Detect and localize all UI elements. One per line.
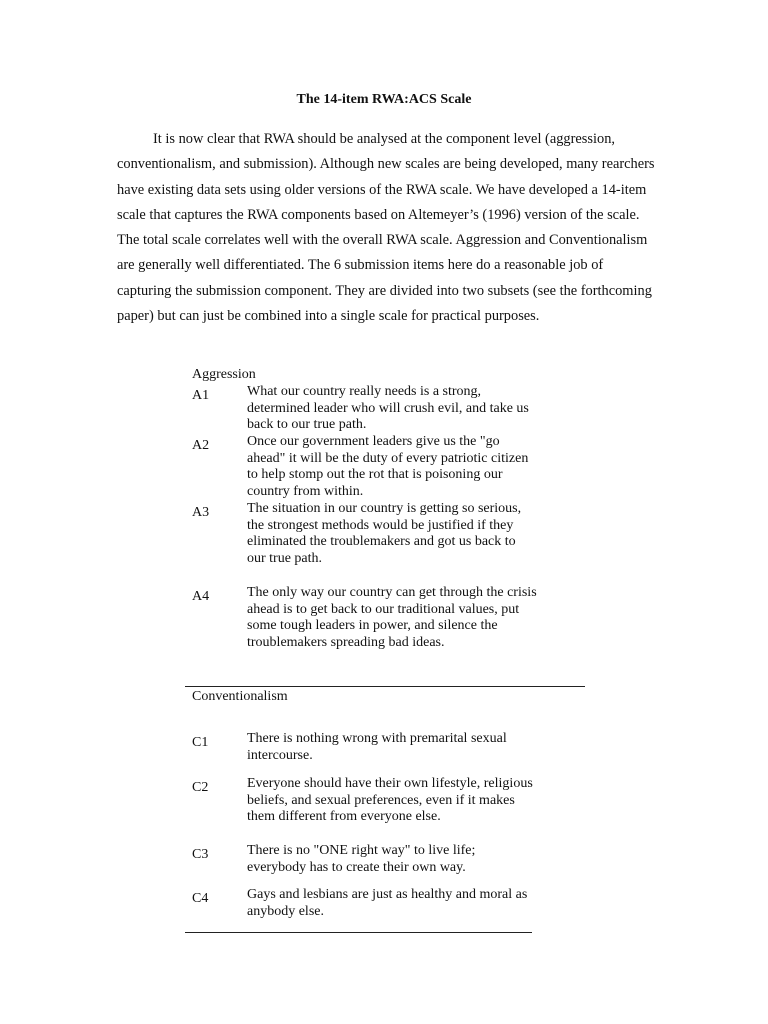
- item-text: Everyone should have their own lifestyle, religious beliefs, and sexual preferences, even if it makes them different from everyone else.: [247, 776, 533, 825]
- item-text: The only way our country can get through the crisis ahead is to get back to our traditional values, put some tough leaders in power, and silence the troublemakers spreading bad ideas.: [247, 585, 537, 650]
- section-end-rule: [185, 932, 532, 933]
- item-code: A3: [192, 505, 210, 520]
- item-text: There is no "ONE right way" to live life; everybody has to create their own way.: [247, 843, 476, 875]
- item-code: C2: [192, 780, 209, 795]
- item-text: The situation in our country is getting so serious, the strongest methods would be justified if they eliminated the troublemakers and got us back to our true path.: [247, 501, 522, 566]
- item-code: C1: [192, 735, 209, 750]
- item-text: Gays and lesbians are just as healthy and moral as anybody else.: [247, 887, 528, 919]
- item-text: Once our government leaders give us the "go ahead" it will be the duty of every patriotic citizen to help stomp out the rot that is poisoning our country from within.: [247, 434, 529, 499]
- page-title: The 14-item RWA:ACS Scale: [296, 92, 472, 107]
- intro-paragraph: It is now clear that RWA should be analysed at the component level (aggression, conventionalism, and submission). Although new scales are being developed, many rearchers have existing data sets using older versions of the RWA scale. We have developed a 14-item scale that captures the RWA components based on Altemeyer’s (1996) version of the scale. The total scale correlates well with the overall RWA scale. Aggression and Conventionalism are generally well differentiated. The 6 submission items here do a reasonable job of capturing the submission component. They are divided into two subsets (see the forthcoming paper) but can just be combined into a single scale for practical purposes.: [117, 131, 655, 325]
- item-code: C4: [192, 891, 209, 906]
- item-code: C3: [192, 847, 209, 862]
- item-text: What our country really needs is a strong, determined leader who will crush evil, and take us back to our true path.: [247, 384, 529, 433]
- item-text: There is nothing wrong with premarital sexual intercourse.: [247, 731, 507, 763]
- item-code: A4: [192, 589, 210, 604]
- section-divider: [185, 686, 585, 687]
- aggression-heading: Aggression: [192, 367, 256, 382]
- item-code: A1: [192, 388, 210, 403]
- item-code: A2: [192, 438, 210, 453]
- conventionalism-heading: Conventionalism: [192, 689, 288, 704]
